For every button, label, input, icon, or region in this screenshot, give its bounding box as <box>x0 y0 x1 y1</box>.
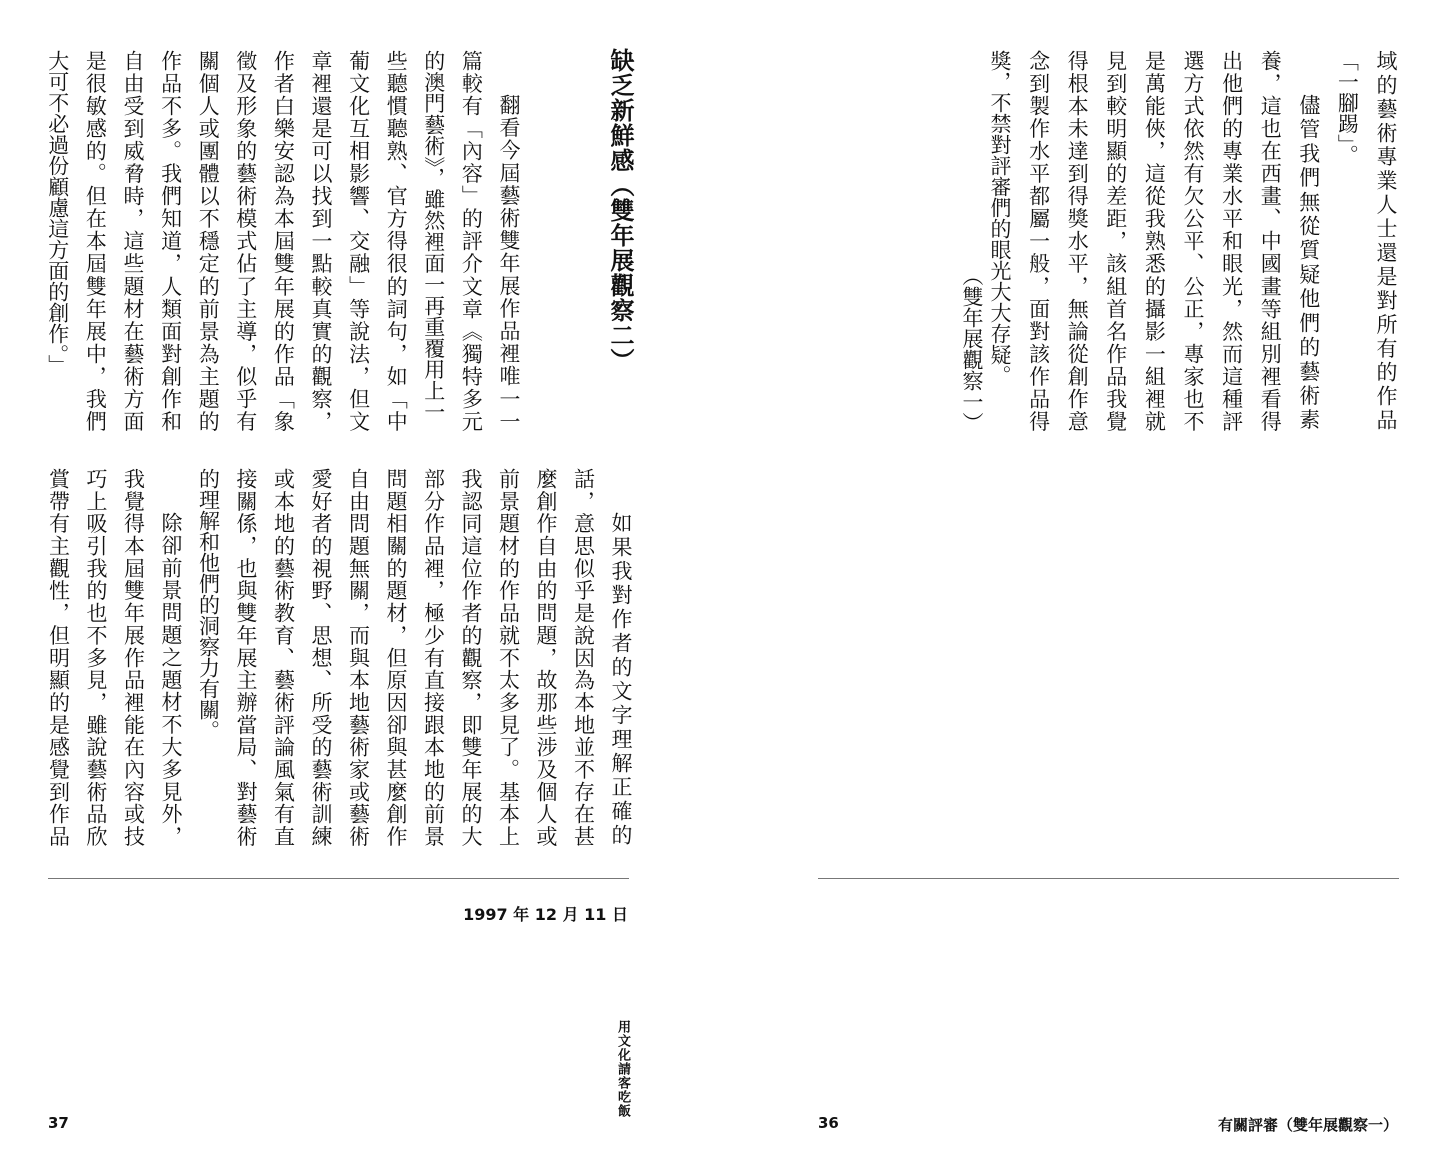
text-column: 話，意思似乎是說因為本地並不存在甚 <box>571 468 596 848</box>
text-column: 養，這也在西畫、中國畫等組別裡看得 <box>1258 50 1283 434</box>
text-column: 部分作品裡，極少有直接跟本地的前景 <box>421 468 446 848</box>
text-column: 我認同這位作者的觀察，即雙年展的大 <box>459 468 483 848</box>
article-signoff: （雙年展觀察一） <box>960 265 984 433</box>
text-column: 是萬能俠，這從我熟悉的攝影一組裡就 <box>1142 50 1167 434</box>
text-column: 的理解和他們的洞察力有關。 <box>196 468 221 741</box>
text-column: 儘管我們無從質疑他們的藝術素 <box>1296 94 1321 433</box>
text-column: 域的藝術專業人士還是對所有的作品 <box>1374 50 1398 434</box>
text-column: 得根本未達到得獎水平，無論從創作意 <box>1065 50 1090 434</box>
text-column: 是很敏感的。但在本屆雙年展中，我們 <box>83 50 108 434</box>
text-column: 問題相關的題材，但原因卻與甚麼創作 <box>384 468 408 848</box>
text-column: 或本地的藝術教育、藝術評論風氣有直 <box>271 468 296 848</box>
text-column: 如果我對作者的文字理解正確的 <box>609 512 633 848</box>
text-column: 麼創作自由的問題，故那些涉及個人或 <box>534 468 558 848</box>
article-date: 1997 年 12 月 11 日 <box>463 905 628 924</box>
page-number: 37 <box>48 1114 69 1132</box>
divider-rule <box>48 878 629 879</box>
text-column: 作品不多。我們知道，人類面對創作和 <box>158 50 183 434</box>
text-column: 選方式依然有欠公平、公正，專家也不 <box>1181 50 1205 434</box>
text-column: 葡文化互相影響、交融」等說法，但文 <box>346 50 371 434</box>
running-head: 有關評審（雙年展觀察一） <box>1217 1116 1398 1134</box>
text-column: 關個人或團體以不穩定的前景為主題的 <box>196 50 221 434</box>
text-column: 自由問題無關，而與本地藝術家或藝術 <box>346 468 371 848</box>
text-column: 前景題材的作品就不太多見了。基本上 <box>496 468 521 848</box>
text-column: 翻看今屆藝術雙年展作品裡唯一一 <box>497 94 521 433</box>
text-column: 篇較有「內容」的評介文章《獨特多元 <box>459 50 484 434</box>
text-column: 接關係，也與雙年展主辦當局、對藝術 <box>234 468 258 848</box>
text-column: 「一腳踢」。 <box>1335 50 1360 166</box>
text-column: 愛好者的視野、思想、所受的藝術訓練 <box>309 468 333 848</box>
text-column: 我覺得本屆雙年展作品裡能在內容或技 <box>121 468 146 848</box>
text-column: 自由受到威脅時，這些題材在藝術方面 <box>121 50 145 434</box>
text-column: 除卻前景問題之題材不大多見外， <box>159 512 183 848</box>
text-column: 賞帶有主觀性，但明顯的是感覺到作品 <box>46 468 71 848</box>
text-column: 大可不必過份顧慮這方面的創作。」 <box>45 50 70 376</box>
text-column: 出他們的專業水平和眼光，然而這種評 <box>1219 50 1244 434</box>
text-column: 作者白樂安認為本屆雙年展的作品「象 <box>271 50 296 434</box>
article-title: 缺乏新鮮感（雙年展觀察二） <box>606 48 634 373</box>
text-column: 章裡還是可以找到一點較真實的觀察， <box>309 50 333 434</box>
text-column: 念到製作水平都屬一般，面對該作品得 <box>1026 50 1051 434</box>
text-column: 徵及形象的藝術模式佔了主導，似乎有 <box>233 50 258 434</box>
text-column: 見到較明顯的差距，該組首名作品我覺 <box>1103 50 1128 434</box>
text-column: 獎，不禁對評審們的眼光大大存疑。 <box>988 50 1012 386</box>
running-head: 用文化請客吃飯 <box>615 1020 630 1118</box>
text-column: 巧上吸引我的也不多見，雖說藝術品欣 <box>84 468 108 848</box>
page-number: 36 <box>818 1114 839 1132</box>
divider-rule <box>818 878 1399 879</box>
text-column: 的澳門藝術》，雖然裡面一再重覆用上一 <box>421 50 446 423</box>
text-column: 些聽慣聽熟、官方得很的詞句，如「中 <box>384 50 409 434</box>
